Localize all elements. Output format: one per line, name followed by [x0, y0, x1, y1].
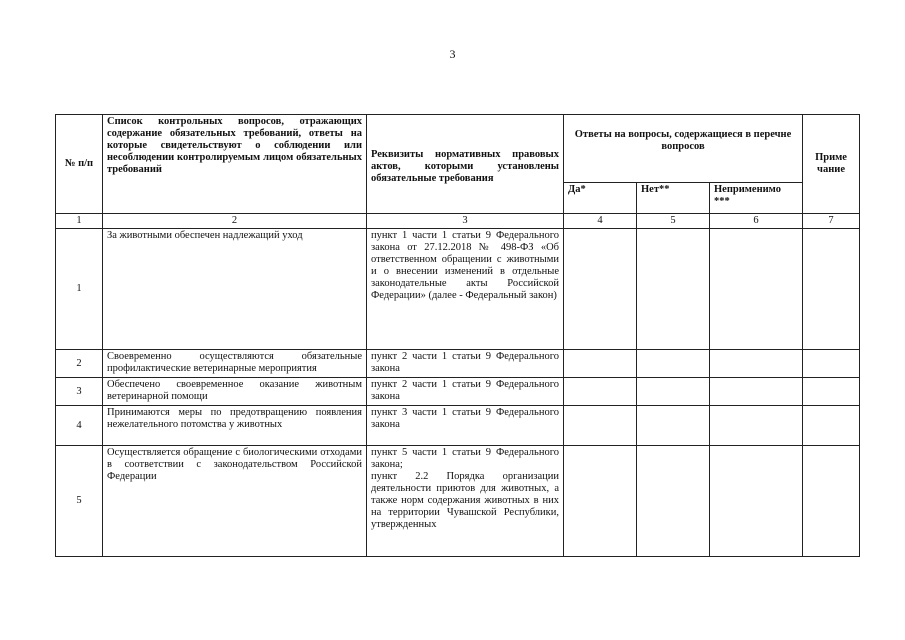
note-cell[interactable] [803, 446, 860, 557]
row-number: 3 [56, 378, 103, 406]
question-cell: Принимаются меры по предотвращению появления нежелательного потомства у животных [103, 406, 367, 446]
row-number: 1 [56, 229, 103, 350]
question-cell: За животными обеспечен надлежащий уход [103, 229, 367, 350]
row-number: 2 [56, 350, 103, 378]
header-yes: Да* [564, 183, 637, 214]
requisite-cell: пункт 3 части 1 статьи 9 Федерального закона [367, 406, 564, 446]
header-requisites: Реквизиты нормативных правовых актов, которыми установлены обязательные требования [367, 115, 564, 214]
column-number: 7 [803, 214, 860, 229]
note-cell[interactable] [803, 350, 860, 378]
requisite-cell: пункт 1 части 1 статьи 9 Федерального закона от 27.12.2018 № 498-ФЗ «Об ответственном обращении с животными и о внесении изменений в отдельные законодательные акты Российской Федерации» (далее - Федеральный закон) [367, 229, 564, 350]
requisite-cell [367, 446, 564, 557]
note-cell[interactable] [803, 406, 860, 446]
column-number: 3 [367, 214, 564, 229]
answer-na-cell[interactable] [710, 378, 803, 406]
header-answers: Ответы на вопросы, содержащиеся в перечне вопросов [564, 115, 803, 183]
header-row [56, 115, 860, 183]
header-not-applicable: Неприменимо *** [710, 183, 803, 214]
header-question-list: Список контрольных вопросов, отражающих содержание обязательных требований, ответы на которые свидетельствуют о соблюдении или несоблюдении контролируемым лицом обязательных требований [103, 115, 367, 214]
question-cell: Осуществляется обращение с биологическими отходами в соответствии с законодательством Российской Федерации [103, 446, 367, 557]
answer-no-cell[interactable] [637, 446, 710, 557]
answer-yes-cell[interactable] [564, 350, 637, 378]
note-cell[interactable] [803, 229, 860, 350]
answer-yes-cell[interactable] [564, 446, 637, 557]
requisite-text-extra: пункт 2.2 Порядка организации деятельности приютов для животных, а также норм содержания животных в них на территории Чувашской Республики, утвержденных [371, 471, 559, 530]
note-cell[interactable] [803, 378, 860, 406]
answer-yes-cell[interactable] [564, 406, 637, 446]
answer-na-cell[interactable] [710, 229, 803, 350]
answer-no-cell[interactable] [637, 406, 710, 446]
answer-yes-cell[interactable] [564, 378, 637, 406]
page-number: 3 [449, 47, 456, 61]
header-no: Нет** [637, 183, 710, 214]
column-number: 1 [56, 214, 103, 229]
requisite-cell: пункт 2 части 1 статьи 9 Федерального закона [367, 378, 564, 406]
header-note: Приме чание [803, 115, 860, 214]
table-row [56, 350, 860, 378]
table-row [56, 229, 860, 350]
column-number: 4 [564, 214, 637, 229]
question-cell: Своевременно осуществляются обязательные профилактические ветеринарные мероприятия [103, 350, 367, 378]
question-cell: Обеспечено своевременное оказание животным ветеринарной помощи [103, 378, 367, 406]
answer-no-cell[interactable] [637, 229, 710, 350]
table-row [56, 446, 860, 557]
column-number: 5 [637, 214, 710, 229]
answer-na-cell[interactable] [710, 350, 803, 378]
row-number: 4 [56, 406, 103, 446]
answer-no-cell[interactable] [637, 378, 710, 406]
answer-na-cell[interactable] [710, 406, 803, 446]
column-number-row [56, 214, 860, 229]
row-number: 5 [56, 446, 103, 557]
column-number: 6 [710, 214, 803, 229]
requisite-cell: пункт 2 части 1 статьи 9 Федерального закона [367, 350, 564, 378]
table-row [56, 378, 860, 406]
column-number: 2 [103, 214, 367, 229]
answer-no-cell[interactable] [637, 350, 710, 378]
answer-na-cell[interactable] [710, 446, 803, 557]
checklist-table [55, 114, 860, 557]
requisite-text: пункт 5 части 1 статьи 9 Федерального закона; [371, 447, 559, 470]
answer-yes-cell[interactable] [564, 229, 637, 350]
table-row [56, 406, 860, 446]
header-number: № п/п [56, 115, 103, 214]
